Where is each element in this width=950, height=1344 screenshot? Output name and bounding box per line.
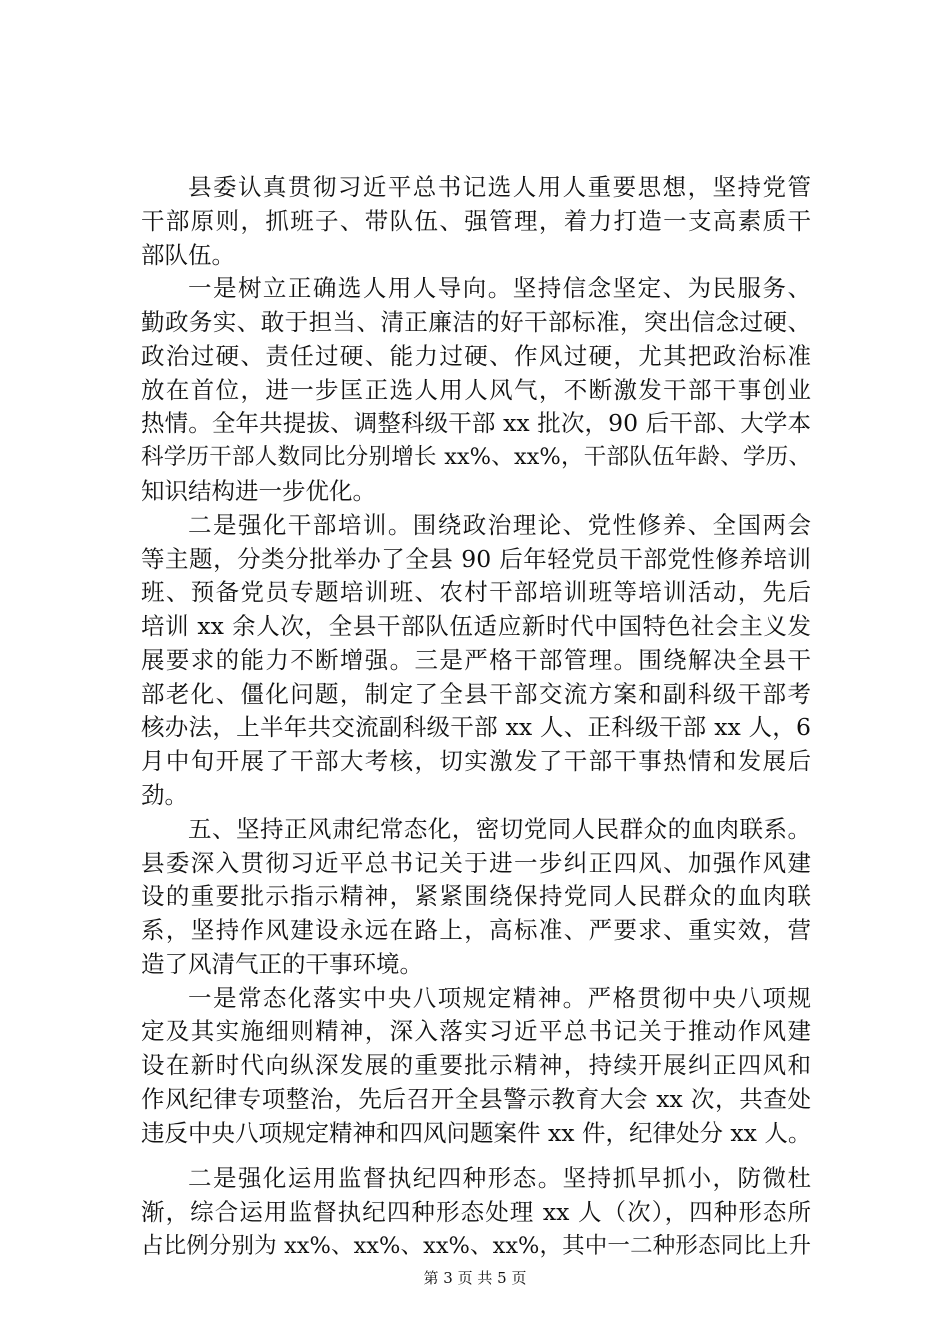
text-line: 一是常态化落实中央八项规定精神。严格贯彻中央八项规	[188, 984, 811, 1012]
text-line: 放在首位，进一步匡正选人用人风气，不断激发干部干事创业	[141, 376, 811, 404]
text-line: 一是树立正确选人用人导向。坚持信念坚定、为民服务、	[188, 274, 811, 302]
text-line: 劲。	[141, 781, 188, 809]
text-line: 部老化、僵化问题，制定了全县干部交流方案和副科级干部考	[141, 680, 811, 708]
text-line: 设的重要批示指示精神，紧紧围绕保持党同人民群众的血肉联	[141, 882, 811, 910]
text-line: 知识结构进一步优化。	[141, 477, 376, 505]
text-line: 定及其实施细则精神，深入落实习近平总书记关于推动作风建	[141, 1017, 811, 1045]
text-line: 月中旬开展了干部大考核，切实激发了干部干事热情和发展后	[141, 747, 811, 775]
text-line: 等主题，分类分批举办了全县 90 后年轻党员干部党性修养培训	[141, 545, 811, 573]
text-line: 培训 xx 余人次，全县干部队伍适应新时代中国特色社会主义发	[141, 612, 811, 640]
text-line: 政治过硬、责任过硬、能力过硬、作风过硬，尤其把政治标准	[141, 342, 811, 370]
text-line: 系，坚持作风建设永远在路上，高标准、严要求、重实效，营	[141, 916, 811, 944]
text-line: 二是强化干部培训。围绕政治理论、党性修养、全国两会	[188, 511, 811, 539]
text-line: 展要求的能力不断增强。三是严格干部管理。围绕解决全县干	[141, 646, 811, 674]
text-line: 违反中央八项规定精神和四风问题案件 xx 件，纪律处分 xx 人。	[141, 1119, 812, 1147]
text-line: 核办法，上半年共交流副科级干部 xx 人、正科级干部 xx 人，6	[141, 713, 811, 741]
text-line: 占比例分别为 xx%、xx%、xx%、xx%，其中一二种形态同比上升	[141, 1233, 811, 1259]
text-line: 班、预备党员专题培训班、农村干部培训班等培训活动，先后	[141, 578, 811, 606]
text-line: 五、坚持正风肃纪常态化，密切党同人民群众的血肉联系。	[188, 815, 811, 843]
text-line: 科学历干部人数同比分别增长 xx%、xx%，干部队伍年龄、学历、	[141, 444, 811, 470]
text-line: 渐，综合运用监督执纪四种形态处理 xx 人（次），四种形态所	[141, 1198, 811, 1226]
text-line: 设在新时代向纵深发展的重要批示精神，持续开展纠正四风和	[141, 1051, 811, 1079]
text-line: 热情。全年共提拔、调整科级干部 xx 批次，90 后干部、大学本	[141, 409, 811, 437]
text-line: 县委认真贯彻习近平总书记选人用人重要思想，坚持党管	[188, 173, 811, 201]
text-line: 二是强化运用监督执纪四种形态。坚持抓早抓小，防微杜	[188, 1164, 811, 1192]
text-line: 县委深入贯彻习近平总书记关于进一步纠正四风、加强作风建	[141, 849, 811, 877]
text-line: 干部原则，抓班子、带队伍、强管理，着力打造一支高素质干	[141, 207, 811, 235]
text-line: 造了风清气正的干事环境。	[141, 950, 423, 978]
text-line: 部队伍。	[141, 241, 235, 269]
text-line: 勤政务实、敢于担当、清正廉洁的好干部标准，突出信念过硬、	[141, 308, 811, 336]
text-line: 作风纪律专项整治，先后召开全县警示教育大会 xx 次，共查处	[141, 1085, 811, 1113]
page-number-footer: 第 3 页 共 5 页	[423, 1269, 527, 1287]
